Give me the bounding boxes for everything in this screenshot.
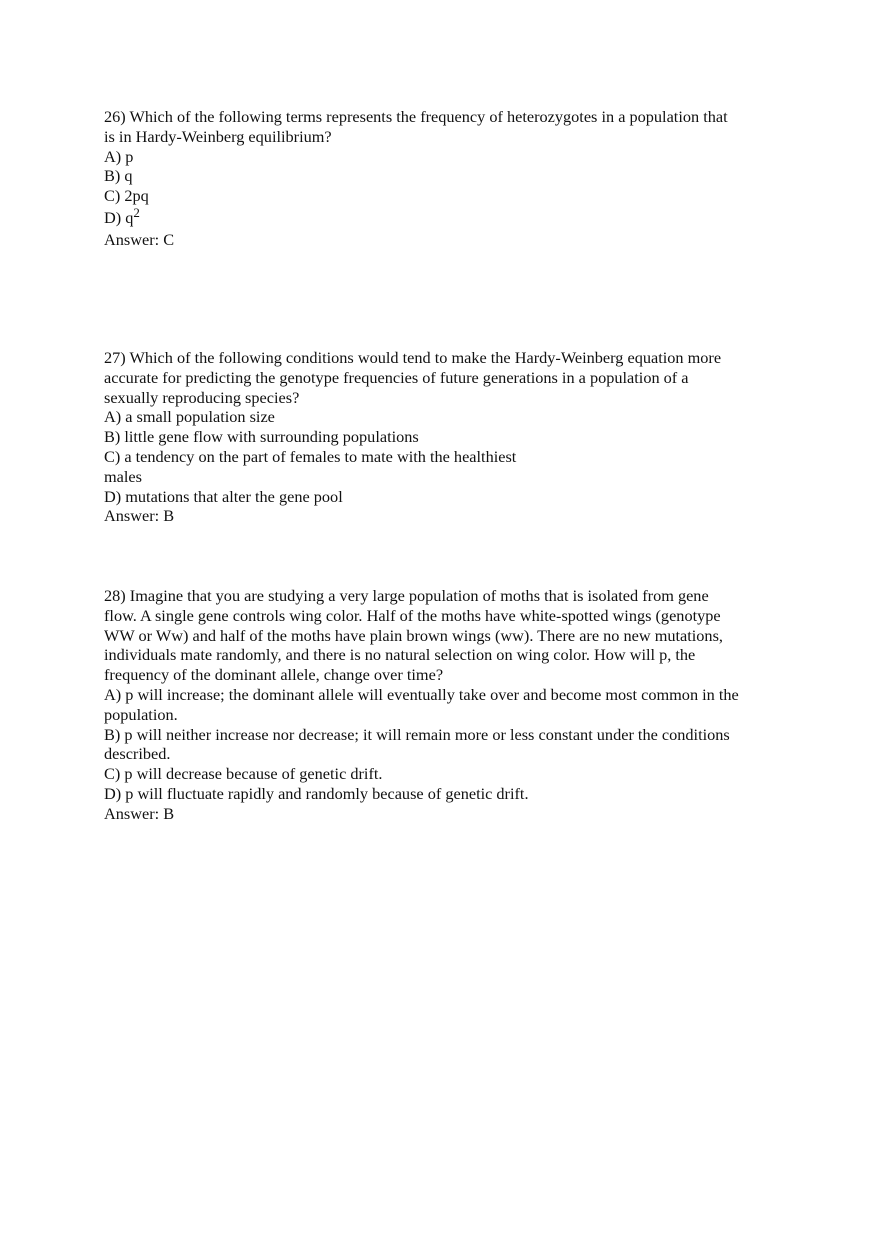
question-stem-line: flow. A single gene controls wing color. Half of the moths have white-spotted wings (genotype [104,605,721,625]
option-c: C) p will decrease because of genetic drift. [104,764,383,784]
question-stem-line: WW or Ww) and half of the moths have plain brown wings (ww). There are no new mutations, [104,625,723,645]
question-stem-line: is in Hardy-Weinberg equilibrium? [104,126,332,146]
option-d-text: D) q [104,207,134,227]
option-a: A) p [104,146,134,166]
question-stem-line: 28) Imagine that you are studying a very large population of moths that is isolated from gene [104,586,709,605]
answer-line: Answer: B [104,803,175,823]
question-stem-line: frequency of the dominant allele, change over time? [104,665,444,685]
option-a: A) p will increase; the dominant allele will eventually take over and become most common in the [104,684,739,704]
option-d [104,206,794,230]
option-b: B) q [104,166,133,186]
question-26 [104,107,794,250]
option-c: C) 2pq [104,186,149,206]
question-stem-line: sexually reproducing species? [104,387,300,407]
answer-line: Answer: C [104,229,175,249]
option-c: C) a tendency on the part of females to mate with the healthiest [104,446,517,466]
question-28 [104,586,794,824]
option-b-continuation: described. [104,744,171,764]
question-stem-line: 27) Which of the following conditions would tend to make the Hardy-Weinberg equation more [104,348,722,367]
option-a-continuation: population. [104,704,178,724]
option-d: D) p will fluctuate rapidly and randomly because of genetic drift. [104,783,529,803]
question-stem-line: individuals mate randomly, and there is no natural selection on wing color. How will p, the [104,645,696,665]
option-c-continuation: males [104,466,142,486]
option-d-superscript: 2 [133,204,140,220]
question-27 [104,348,794,526]
option-b: B) p will neither increase nor decrease; it will remain more or less constant under the conditions [104,724,730,744]
option-a: A) a small population size [104,407,275,427]
option-b: B) little gene flow with surrounding populations [104,427,419,447]
question-stem-line: accurate for predicting the genotype frequencies of future generations in a population of a [104,367,689,387]
answer-line: Answer: B [104,506,175,526]
option-d: D) mutations that alter the gene pool [104,486,343,506]
question-stem-line: 26) Which of the following terms represents the frequency of heterozygotes in a population that [104,107,728,126]
